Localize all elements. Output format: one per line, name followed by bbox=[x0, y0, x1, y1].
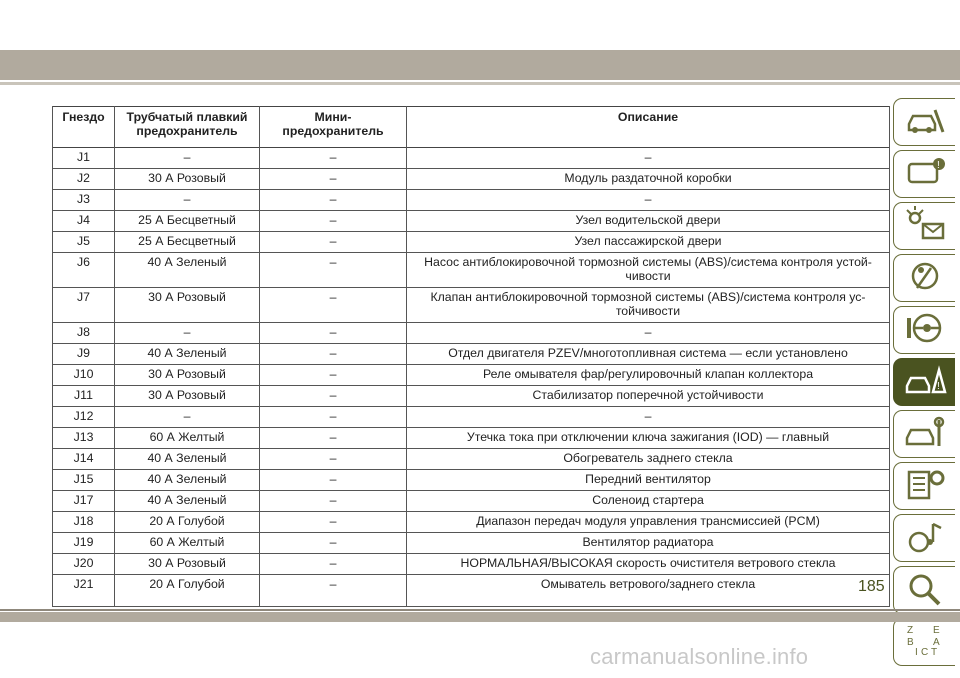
car-tools-icon bbox=[903, 102, 947, 143]
cell-cartridge-fuse: 25 А Бесцветный bbox=[115, 211, 260, 232]
cell-mini-fuse: – bbox=[260, 211, 407, 232]
cell-cartridge-fuse: – bbox=[115, 407, 260, 428]
cell-description: Соленоид стартера bbox=[407, 491, 890, 512]
chapter-tab-4[interactable] bbox=[893, 254, 955, 302]
chapter-tab-1[interactable] bbox=[893, 98, 955, 146]
cell-description: Клапан антиблокировочной тормозной системы (ABS)/система контроля ус-тойчивости bbox=[407, 288, 890, 323]
chapter-tab-2[interactable] bbox=[893, 150, 955, 198]
footer-band bbox=[0, 612, 960, 622]
header-mini-fuse: Мини- предохранитель bbox=[260, 107, 407, 148]
chapter-tab-9[interactable] bbox=[893, 514, 955, 562]
chapter-tabs bbox=[893, 98, 957, 670]
page-number: 185 bbox=[858, 578, 885, 595]
chapter-tab-7[interactable] bbox=[893, 410, 955, 458]
cell-mini-fuse: – bbox=[260, 344, 407, 365]
table-row bbox=[53, 288, 890, 323]
cell-cartridge-fuse: 30 А Розовый bbox=[115, 365, 260, 386]
cell-slot: J21 bbox=[53, 575, 115, 607]
music-nav-icon bbox=[903, 518, 947, 559]
chapter-tab-10[interactable] bbox=[893, 566, 955, 614]
cell-mini-fuse: – bbox=[260, 169, 407, 190]
table-row bbox=[53, 323, 890, 344]
cell-mini-fuse: – bbox=[260, 288, 407, 323]
cell-cartridge-fuse: 25 А Бесцветный bbox=[115, 232, 260, 253]
seatbelt-airbag-icon bbox=[903, 258, 947, 299]
cell-description: Узел водительской двери bbox=[407, 211, 890, 232]
car-hazard-warning-icon bbox=[903, 362, 947, 403]
cell-slot: J2 bbox=[53, 169, 115, 190]
cell-mini-fuse: – bbox=[260, 148, 407, 169]
table-row bbox=[53, 232, 890, 253]
table-row bbox=[53, 344, 890, 365]
cell-cartridge-fuse: 60 А Желтый bbox=[115, 428, 260, 449]
cell-cartridge-fuse: 40 А Зеленый bbox=[115, 470, 260, 491]
cell-mini-fuse: – bbox=[260, 575, 407, 607]
watermark: carmanualsonline.info bbox=[590, 644, 809, 669]
cell-slot: J7 bbox=[53, 288, 115, 323]
cell-description: Омыватель ветрового/заднего стекла bbox=[407, 575, 890, 607]
table-row bbox=[53, 512, 890, 533]
table-row bbox=[53, 253, 890, 288]
header-cartridge-fuse: Трубчатый плавкий предохранитель bbox=[115, 107, 260, 148]
cell-mini-fuse: – bbox=[260, 253, 407, 288]
svg-text:C: C bbox=[920, 646, 928, 658]
cell-mini-fuse: – bbox=[260, 407, 407, 428]
cell-cartridge-fuse: – bbox=[115, 148, 260, 169]
svg-text:A: A bbox=[932, 636, 940, 648]
cell-description: – bbox=[407, 148, 890, 169]
svg-text:I: I bbox=[914, 646, 918, 658]
chapter-tab-5[interactable] bbox=[893, 306, 955, 354]
cell-cartridge-fuse: 30 А Розовый bbox=[115, 288, 260, 323]
table-row bbox=[53, 190, 890, 211]
svg-text:!: ! bbox=[936, 380, 940, 392]
cell-mini-fuse: – bbox=[260, 512, 407, 533]
cell-description: Диапазон передач модуля управления трансмиссией (PCM) bbox=[407, 512, 890, 533]
cell-description: – bbox=[407, 323, 890, 344]
checklist-gear-icon bbox=[903, 466, 947, 507]
table-row bbox=[53, 407, 890, 428]
cell-slot: J4 bbox=[53, 211, 115, 232]
table-row bbox=[53, 533, 890, 554]
chapter-tab-8[interactable] bbox=[893, 462, 955, 510]
cell-description: Передний вентилятор bbox=[407, 470, 890, 491]
svg-text:T: T bbox=[930, 646, 937, 658]
cell-description: Узел пассажирской двери bbox=[407, 232, 890, 253]
table-row bbox=[53, 386, 890, 407]
cell-description: Насос антиблокировочной тормозной системы (ABS)/система контроля устой-чивости bbox=[407, 253, 890, 288]
cell-slot: J1 bbox=[53, 148, 115, 169]
cell-slot: J19 bbox=[53, 533, 115, 554]
cell-mini-fuse: – bbox=[260, 428, 407, 449]
steering-wheel-icon bbox=[903, 310, 947, 351]
cell-mini-fuse: – bbox=[260, 491, 407, 512]
cell-description: – bbox=[407, 407, 890, 428]
cell-cartridge-fuse: 30 А Розовый bbox=[115, 169, 260, 190]
cell-cartridge-fuse: 40 А Зеленый bbox=[115, 344, 260, 365]
cell-slot: J13 bbox=[53, 428, 115, 449]
magnifier-icon bbox=[903, 570, 947, 611]
cell-slot: J5 bbox=[53, 232, 115, 253]
cell-mini-fuse: – bbox=[260, 365, 407, 386]
cell-cartridge-fuse: – bbox=[115, 323, 260, 344]
cell-description: Отдел двигателя PZEV/многотопливная система — если установлено bbox=[407, 344, 890, 365]
cell-slot: J18 bbox=[53, 512, 115, 533]
table-row bbox=[53, 554, 890, 575]
table-row bbox=[53, 428, 890, 449]
cell-slot: J15 bbox=[53, 470, 115, 491]
cell-cartridge-fuse: 40 А Зеленый bbox=[115, 491, 260, 512]
header-band-line bbox=[0, 82, 960, 85]
cell-description: Стабилизатор поперечной устойчивости bbox=[407, 386, 890, 407]
cell-description: Вентилятор радиатора bbox=[407, 533, 890, 554]
index-letters-icon bbox=[903, 622, 947, 663]
header-slot: Гнездо bbox=[53, 107, 115, 148]
cell-cartridge-fuse: 40 А Зеленый bbox=[115, 253, 260, 288]
cell-description: Реле омывателя фар/регулировочный клапан коллектора bbox=[407, 365, 890, 386]
cell-cartridge-fuse: 60 А Желтый bbox=[115, 533, 260, 554]
cell-cartridge-fuse: 20 А Голубой bbox=[115, 512, 260, 533]
lights-message-icon bbox=[903, 206, 947, 247]
chapter-tab-3[interactable] bbox=[893, 202, 955, 250]
cell-slot: J20 bbox=[53, 554, 115, 575]
table-row bbox=[53, 148, 890, 169]
table-row bbox=[53, 575, 890, 607]
cell-slot: J11 bbox=[53, 386, 115, 407]
cell-description: Модуль раздаточной коробки bbox=[407, 169, 890, 190]
car-wrench-icon bbox=[903, 414, 947, 455]
cell-cartridge-fuse: 30 А Розовый bbox=[115, 386, 260, 407]
cell-mini-fuse: – bbox=[260, 554, 407, 575]
svg-text:B: B bbox=[906, 636, 914, 648]
footer-band-line bbox=[0, 609, 960, 611]
table-row bbox=[53, 211, 890, 232]
cell-slot: J6 bbox=[53, 253, 115, 288]
cell-slot: J8 bbox=[53, 323, 115, 344]
chapter-tab-11[interactable] bbox=[893, 618, 955, 666]
cell-slot: J9 bbox=[53, 344, 115, 365]
table-row bbox=[53, 365, 890, 386]
chapter-tab-6[interactable] bbox=[893, 358, 955, 406]
cell-slot: J17 bbox=[53, 491, 115, 512]
cell-description: Обогреватель заднего стекла bbox=[407, 449, 890, 470]
cell-mini-fuse: – bbox=[260, 533, 407, 554]
cell-description: НОРМАЛЬНАЯ/ВЫСОКАЯ скорость очистителя ветрового стекла bbox=[407, 554, 890, 575]
cell-description: – bbox=[407, 190, 890, 211]
fuse-table bbox=[52, 106, 890, 607]
cell-slot: J12 bbox=[53, 407, 115, 428]
svg-text:E: E bbox=[932, 624, 940, 636]
cell-mini-fuse: – bbox=[260, 190, 407, 211]
cell-cartridge-fuse: 30 А Розовый bbox=[115, 554, 260, 575]
dashboard-warning-icon bbox=[903, 154, 947, 195]
svg-text:Z: Z bbox=[906, 624, 913, 636]
cell-cartridge-fuse: – bbox=[115, 190, 260, 211]
cell-mini-fuse: – bbox=[260, 470, 407, 491]
header-band bbox=[0, 50, 960, 80]
table-header-row bbox=[53, 107, 890, 148]
cell-cartridge-fuse: 20 А Голубой bbox=[115, 575, 260, 607]
cell-mini-fuse: – bbox=[260, 232, 407, 253]
header-description: Описание bbox=[407, 107, 890, 148]
cell-mini-fuse: – bbox=[260, 323, 407, 344]
table-row bbox=[53, 491, 890, 512]
table-row bbox=[53, 169, 890, 190]
table-row bbox=[53, 449, 890, 470]
table-row bbox=[53, 470, 890, 491]
cell-mini-fuse: – bbox=[260, 449, 407, 470]
cell-slot: J10 bbox=[53, 365, 115, 386]
cell-slot: J14 bbox=[53, 449, 115, 470]
cell-cartridge-fuse: 40 А Зеленый bbox=[115, 449, 260, 470]
svg-text:!: ! bbox=[936, 159, 940, 171]
cell-mini-fuse: – bbox=[260, 386, 407, 407]
cell-slot: J3 bbox=[53, 190, 115, 211]
cell-description: Утечка тока при отключении ключа зажигания (IOD) — главный bbox=[407, 428, 890, 449]
